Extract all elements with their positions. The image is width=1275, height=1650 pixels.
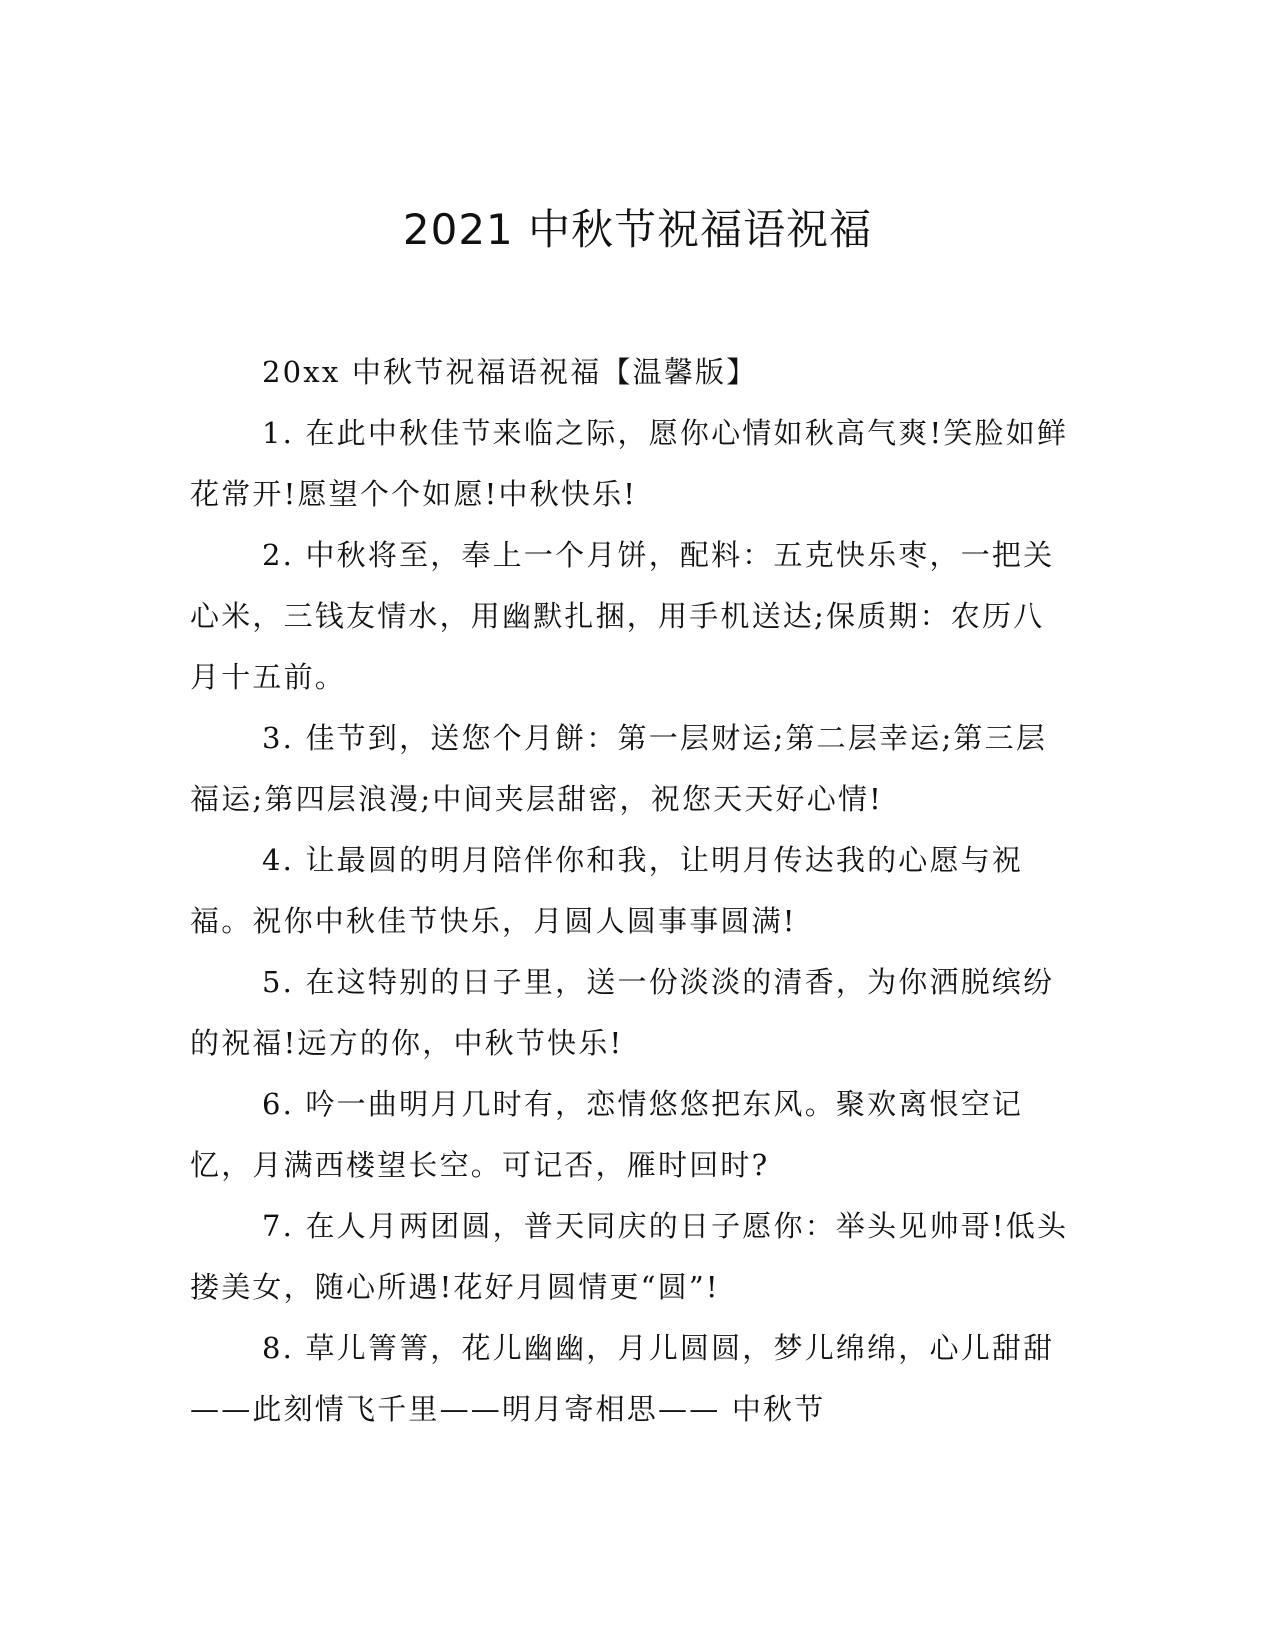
- paragraph-subtitle: 20xx 中秋节祝福语祝福【温馨版】: [262, 355, 758, 389]
- paragraph-item-3: 3. 佳节到，送您个月餅：第一层财运;第二层幸运;第三层福运;第四层浪漫;中间夹层甜密，祝您天天好心情!: [190, 721, 1048, 816]
- paragraph-item-1: 1. 在此中秋佳节来临之际，愿你心情如秋高气爽!笑脸如鲜花常开!愿望个个如愿!中秋快乐!: [190, 416, 1069, 511]
- paragraph-item-5: 5. 在这特别的日子里，送一份淡淡的清香，为你洒脱缤纷的祝福!远方的你，中秋节快乐!: [190, 965, 1055, 1060]
- paragraph-item-2: 2. 中秋将至，奉上一个月饼，配料：五克快乐枣，一把关心米，三钱友情水，用幽默扎捆，用手机送达;保质期：农历八月十五前。: [190, 538, 1055, 694]
- paragraph-item-8: 8. 草儿箐箐，花儿幽幽，月儿圆圆，梦儿绵绵，心儿甜甜——此刻情飞千里——明月寄相思—— 中秋节: [190, 1331, 1055, 1426]
- paragraph-item-6: 6. 吟一曲明月几时有，恋情悠悠把东风。聚欢离恨空记忆，月满西楼望长空。可记否，雁时回时?: [190, 1087, 1024, 1182]
- document-body: [190, 342, 1075, 1440]
- paragraph-item-7: 7. 在人月两团圆，普天同庆的日子愿你：举头见帅哥!低头搂美女，随心所遇!花好月圆情更“圆”!: [190, 1209, 1069, 1304]
- paragraph-item-4: 4. 让最圆的明月陪伴你和我，让明月传达我的心愿与祝福。祝你中秋佳节快乐，月圆人圆事事圆满!: [190, 843, 1024, 938]
- document-title: 2021 中秋节祝福语祝福: [402, 205, 873, 254]
